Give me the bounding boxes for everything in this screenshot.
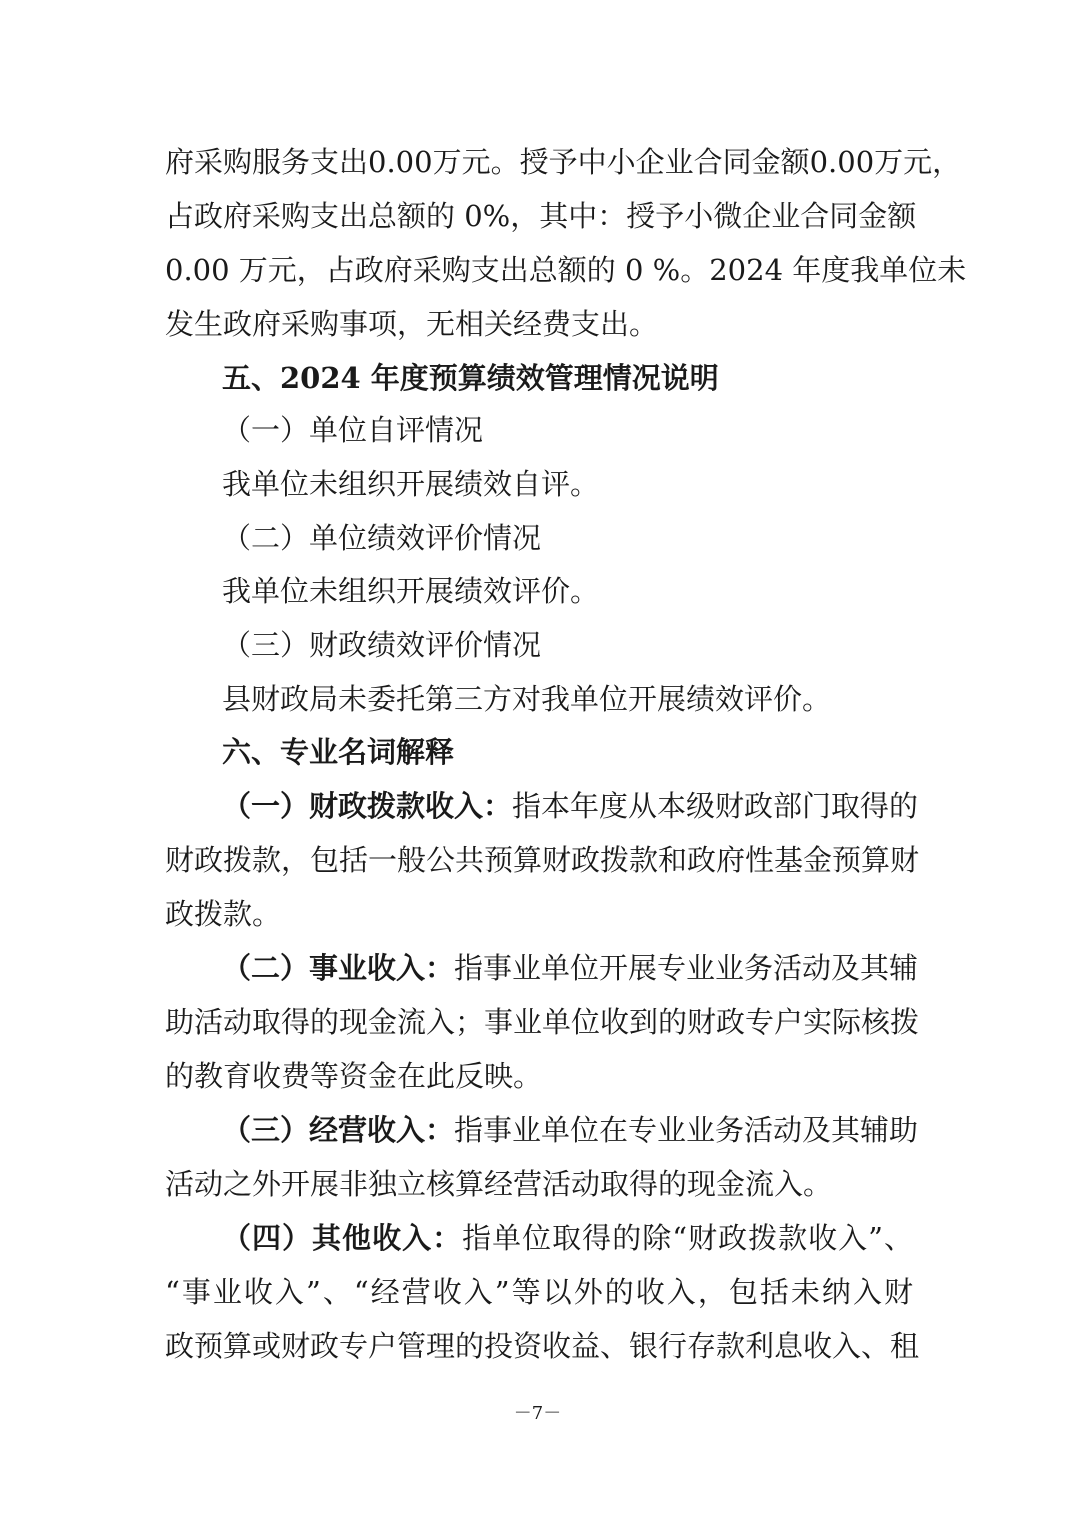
definition-text: 指单位取得的除“财政拨款收入”、 — [462, 1221, 913, 1255]
page-number: －7－ — [513, 1403, 562, 1424]
paragraph-line: 的教育收费等资金在此反映。 — [165, 1059, 543, 1093]
definition-text: 指本年度从本级财政部门取得的 — [512, 789, 919, 823]
section-heading: 五、2024 年度预算绩效管理情况说明 — [222, 361, 719, 395]
definition-term: （二）事业收入： — [222, 951, 455, 985]
subsection-heading: （一）单位自评情况 — [222, 413, 484, 447]
paragraph-line: 我单位未组织开展绩效评价。 — [222, 574, 600, 608]
definition-line — [222, 1110, 919, 1150]
paragraph-line: 政预算或财政专户管理的投资收益、银行存款利息收入、租 — [165, 1329, 920, 1363]
subsection-heading: （二）单位绩效评价情况 — [222, 521, 542, 555]
definition-term: （四）其他收入： — [222, 1221, 463, 1255]
definition-term: （一）财政拨款收入： — [222, 789, 513, 823]
paragraph-line: 政拨款。 — [165, 897, 282, 931]
subsection-heading: （三）财政绩效评价情况 — [222, 628, 542, 662]
definition-line — [222, 948, 919, 988]
section-heading: 六、专业名词解释 — [222, 735, 455, 769]
definition-term: （三）经营收入： — [222, 1113, 455, 1147]
definition-line — [222, 1218, 913, 1258]
paragraph-line: 助活动取得的现金流入；事业单位收到的财政专户实际核拨 — [165, 1005, 920, 1039]
paragraph-line: 府采购服务支出0.00万元。授予中小企业合同金额0.00万元， — [165, 145, 962, 179]
paragraph-line: “事业收入”、“经营收入”等以外的收入，包括未纳入财 — [165, 1275, 913, 1309]
paragraph-line: 0.00 万元，占政府采购支出总额的 0 %。2024 年度我单位未 — [165, 253, 967, 287]
definition-text: 指事业单位开展专业业务活动及其辅 — [454, 951, 919, 985]
definition-line — [222, 786, 919, 826]
paragraph-line: 活动之外开展非独立核算经营活动取得的现金流入。 — [165, 1167, 833, 1201]
paragraph-line: 县财政局未委托第三方对我单位开展绩效评价。 — [222, 682, 832, 716]
paragraph-line: 我单位未组织开展绩效自评。 — [222, 467, 600, 501]
definition-text: 指事业单位在专业业务活动及其辅助 — [454, 1113, 919, 1147]
paragraph-line: 占政府采购支出总额的 0%，其中：授予小微企业合同金额 — [165, 199, 917, 233]
paragraph-line: 发生政府采购事项，无相关经费支出。 — [165, 307, 659, 341]
paragraph-line: 财政拨款，包括一般公共预算财政拨款和政府性基金预算财 — [165, 843, 920, 877]
